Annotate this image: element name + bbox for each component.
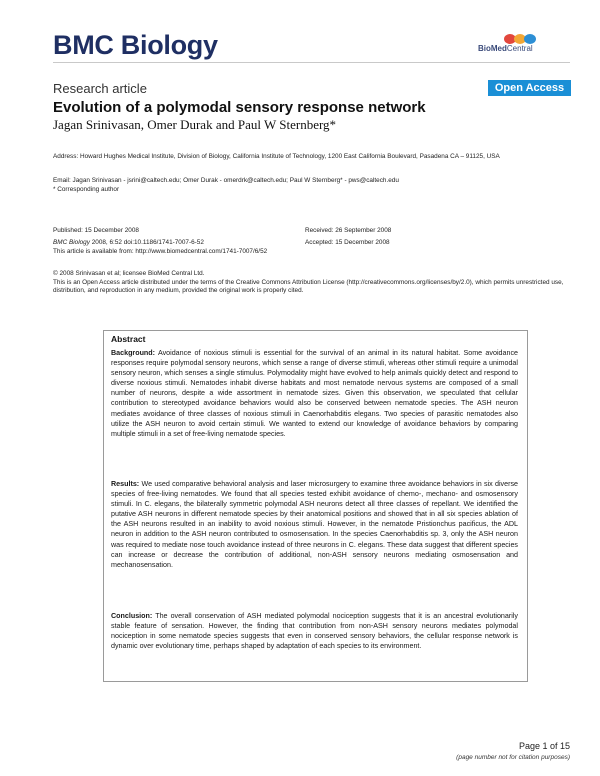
license-text: This is an Open Access article distributed under the terms of the Creative Commons Attribution License (http://creativecommons.org/licenses/by/2.0), which permits unrestricted use, distribution, and reproduction in any medium, provided the original work is properly cited. [53, 278, 564, 294]
citation: BMC Biology 2008, 6:52 doi:10.1186/1741-7007-6-52 [53, 238, 204, 246]
abstract-results: Results: We used comparative behavioral analysis and laser microsurgery to examine three avoidance behaviors in six diverse species of free-living nematodes. We found that all species tested exhibit avoidance of chemo-, mechano- and osmosensory stimuli. In C. elegans, the bilaterally symmetric polymodal ASH neurons detect all three classes of repellant. We identified the putative ASH neurons in different nematode species by their anatomical positions and showed that in all six species ablation of the ASH neurons resulted in an inability to avoid noxious stimuli. However, in the nematode Pristionchus pacificus, the ADL neuron in addition to the ASH neuron contributed to osmosensation. In the species Caenorhabditis sp. 3, only the ASH neuron was required to mediate nose touch avoidance instead of three neurons in C. elegans. These data suggest that different species can increase or decrease the contribution of additional, non-ASH sensory neurons mediating osmosensation and mechanosensation. [111, 480, 518, 569]
article-type: Research article [53, 81, 147, 96]
abstract-background: Background: Avoidance of noxious stimuli is essential for the survival of an animal in its natural habitat. Some avoidance responses require polymodal sensory neurons, which sense a range of diverse stimuli, whereas other stimuli require a unimodal sensory neuron, which senses a single stimulus. Polymodality might have evolved to help animals quickly detect and respond to diverse noxious stimuli. Nematodes inhabit diverse habitats and most nematode nervous systems are composed of a small number of neurons, despite a wide assortment in nematode sizes. Given this observation, we speculated that cellular contribution to stereotyped avoidance behaviors would also be conserved between nematode species. The ASH neuron mediates avoidance of three classes of noxious stimuli in Caenorhabditis elegans. Two species of parasitic nematodes also utilize the ASH neuron to avoid certain stimuli. We wanted to extend our knowledge of avoidance behaviors by comparing multiple stimuli in a set of free-living nematode species. [111, 349, 518, 438]
page-number: Page 1 of 15 [518, 741, 570, 751]
author-address: Address: Howard Hughes Medical Institute, Division of Biology, California Institute of Technology, 1200 East California Boulevard, Pasadena CA – 91125, USA [53, 153, 500, 160]
publication-meta [53, 227, 293, 247]
author-emails: Email: Jagan Srinivasan - jsrini@caltech.edu; Omer Durak - omerdrk@caltech.edu; Paul W Sternberg* - pws@caltech.edu [53, 177, 399, 184]
open-access-badge: Open Access [488, 80, 571, 96]
abstract-heading: Abstract [111, 334, 146, 344]
received-date: Received: 26 September 2008 [305, 227, 392, 234]
article-authors: Jagan Srinivasan, Omer Durak and Paul W Sternberg* [53, 117, 337, 132]
article-url[interactable]: This article is available from: http://www.biomedcentral.com/1741-7007/6/52 [53, 248, 268, 255]
corresponding-author-note: * Corresponding author [53, 186, 120, 193]
article-title: Evolution of a polymodal sensory response network [53, 99, 426, 116]
publisher-name: BioMedCentral [478, 44, 533, 53]
license-block [53, 270, 573, 296]
journal-title: BMC Biology [53, 30, 218, 60]
accepted-date: Accepted: 15 December 2008 [305, 238, 390, 246]
header-divider [53, 62, 570, 63]
page-number-note: (page number not for citation purposes) [456, 754, 570, 761]
received-accepted [305, 227, 505, 247]
abstract-conclusion: Conclusion: The overall conservation of ASH mediated polymodal nociception suggests that it is an ancestral evolutionarily stable feature of sensation. However, the finding that contribution from non-ASH sensory neurons mediates polymodal nociception in some nematode species suggests that even in conserved sensory behaviors, the cellular response network is dynamic over evolutionary time, perhaps shaped by adaptation of each species to its environment. [111, 612, 518, 651]
published-date: Published: 15 December 2008 [53, 227, 139, 234]
copyright: © 2008 Srinivasan et al; licensee BioMed Central Ltd. [53, 270, 205, 277]
